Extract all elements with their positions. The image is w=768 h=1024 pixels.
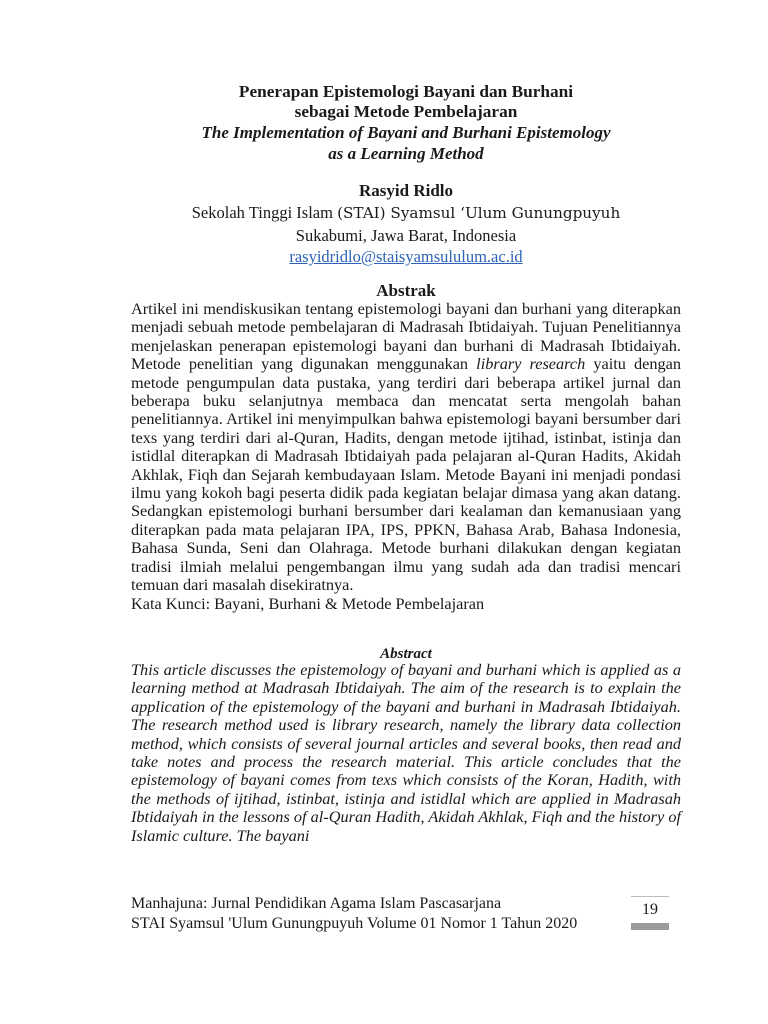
title-block [120, 82, 692, 164]
author-affiliation [120, 202, 692, 225]
footer-volume-info: STAI Syamsul 'Ulum Gunungpuyuh Volume 01 Nomor 1 Tahun 2020 [131, 915, 578, 932]
author-name: Rasyid Ridlo [359, 181, 453, 200]
author-block [120, 180, 692, 267]
author-email-link[interactable]: rasyidridlo@staisyamsululum.ac.id [289, 247, 523, 266]
abstrak-italic-term: library research [476, 354, 586, 374]
author-location: Sukabumi, Jawa Barat, Indonesia [295, 225, 517, 245]
paper-subtitle-line-2: as a Learning Method [328, 144, 484, 163]
affiliation-part-2: (STAI) Syamsul ‘Ulum Gunungpuyuh [337, 204, 621, 222]
affiliation-part-1: Sekolah Tinggi Islam [191, 203, 338, 222]
abstrak-heading: Abstrak [376, 281, 436, 300]
abstract-heading: Abstract [380, 646, 432, 662]
footer-journal-name: Manhajuna: Jurnal Pendidikan Agama Islam Pascasarjana [131, 895, 502, 912]
page-number-bar [631, 923, 669, 930]
keywords-line: Kata Kunci: Bayani, Burhani & Metode Pembelajaran [131, 593, 485, 613]
abstract-body: This article discusses the epistemology of bayani and burhani which is applied as a learning method at Madrasah Ibtidaiyah. The aim of the research is to explain the application of the epistemology of the bayani and burhani in Madrasah Ibtidaiyah. The research method used is library research, namely the library data collection method, which consists of several journal articles and several books, then read and take notes and process the research material. This article concludes that the epistemology of bayani comes from texs which consists of the Koran, Hadith, with the methods of ijtihad, istinbat, istinja and istidlal which are applied in Madrasah Ibtidaiyah in the lessons of al-Quran Hadith, Akidah Akhlak, Fiqh and the history of Islamic culture. The bayani [131, 660, 681, 845]
abstrak-body [131, 300, 681, 613]
page-number: 19 [642, 901, 658, 918]
abstrak-text-2: yaitu dengan metode pengumpulan data pustaka, yang terdiri dari beberapa artikel jurnal dan beberapa buku selanjutnya membaca dan mencatat serta mengolah bahan penelitiannya. Artikel ini menyimpulkan bahwa epistemologi bayani bersumber dari texs yang terdiri dari al-Quran, Hadits, dengan metode ijtihad, istinbat, istinja dan istidlal diterapkan di Madrasah Ibtidaiyah pada pelajaran al-Quran Hadits, Akidah Akhlak, Fiqh dan Sejarah kembudayaan Islam. Metode Bayani ini menjadi pondasi ilmu yang kokoh bagi peserta didik pada kegiatan belajar dimasa yang akan datang. Sedangkan epistemologi burhani bersumber dari kealaman dan kemanusiaan yang diterapkan pada mata pelajaran IPA, IPS, PPKN, Bahasa Arab, Bahasa Indonesia, Bahasa Sunda, Seni dan Olahraga. Metode burhani dilakukan dengan kegiatan tradisi ilmiah melalui pengembangan ilmu yang sudah ada dan tradisi mencari temuan dari masalah disekiratnya. [131, 354, 681, 595]
abstrak-text-1: Artikel ini mendiskusikan tentang epistemologi bayani dan burhani yang diterapkan menjadi sebuah metode pembelajaran di Madrasah Ibtidaiyah. Tujuan Penelitiannya menjelaskan penerapan epistemologi bayani dan burhani di Madrasah Ibtidaiyah. Metode penelitian yang digunakan menggunakan [131, 299, 681, 374]
paper-title-line-2: sebagai Metode Pembelajaran [294, 102, 518, 121]
page-footer [131, 894, 631, 934]
paper-subtitle-line-1: The Implementation of Bayani and Burhani Epistemology [201, 123, 611, 142]
paper-title-line-1: Penerapan Epistemologi Bayani dan Burhani [238, 82, 574, 101]
page-number-rule [631, 896, 669, 897]
